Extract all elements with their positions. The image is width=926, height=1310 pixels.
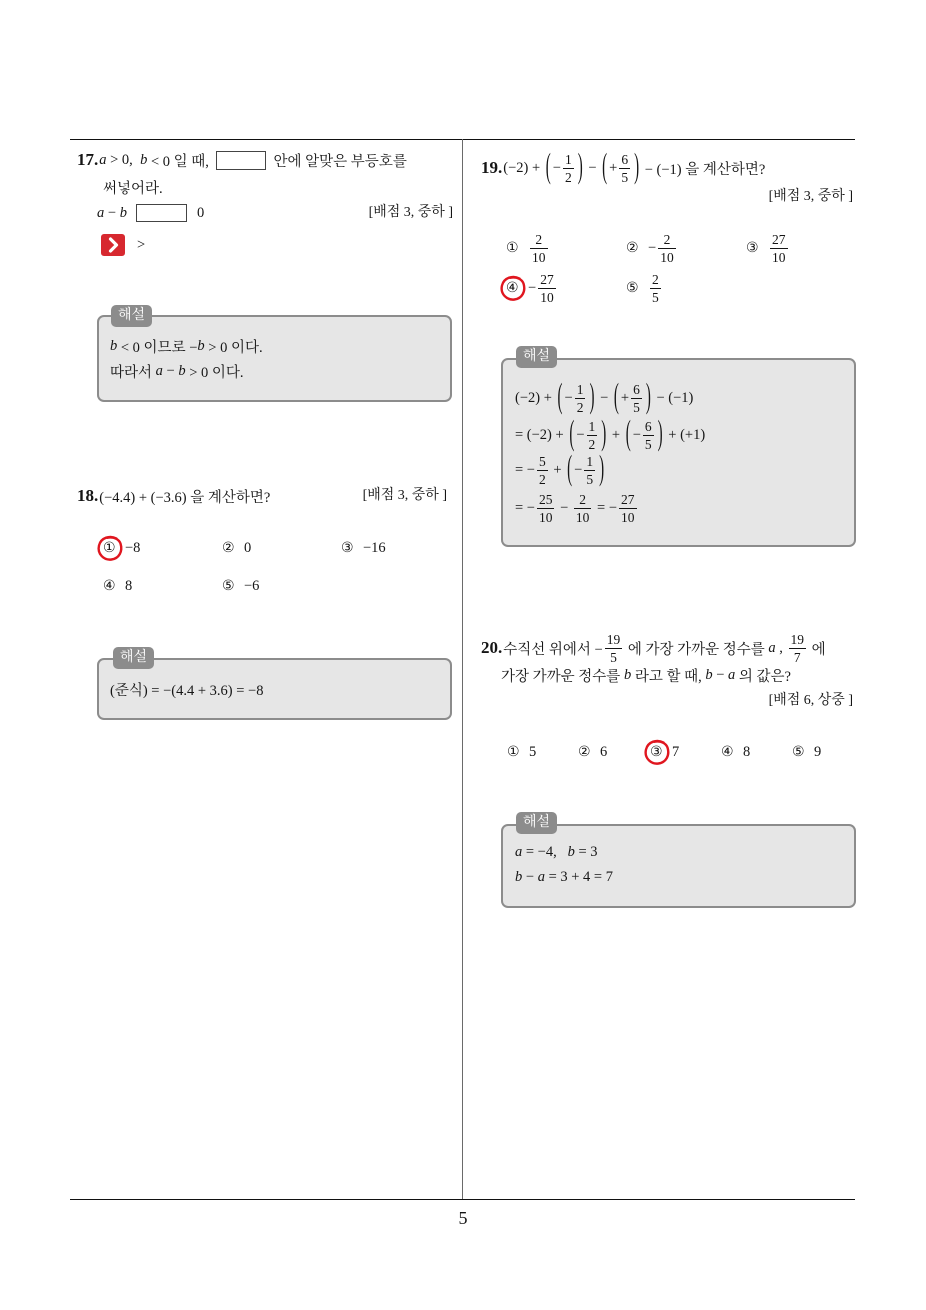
question-19-stem (481, 148, 765, 188)
large-parenthesis: ( (569, 416, 575, 454)
fraction (658, 232, 676, 265)
fraction-numerator: 27 (621, 491, 635, 507)
choice-number: ⑤ (626, 280, 639, 296)
math-text: > 0 이다. (204, 340, 263, 356)
math-text: 수직선 위에서 − (503, 641, 603, 658)
score-label: [배점 3, 중하 ] (362, 488, 447, 503)
math-variable: b (705, 666, 713, 683)
explanation-line (515, 378, 693, 418)
choice-3 (341, 535, 386, 561)
fraction-denominator: 2 (564, 169, 572, 185)
large-parenthesis: ) (601, 416, 607, 454)
question-text (501, 665, 791, 686)
math-text: 에 가장 가까운 정수를 (624, 641, 769, 658)
large-parenthesis: ( (567, 451, 573, 489)
choice-number: ③ (341, 540, 354, 556)
question-number: 18. (77, 486, 99, 505)
math-variable: a (99, 151, 107, 168)
choice-number: ② (222, 540, 235, 556)
choice-4 (103, 573, 132, 599)
choice-number: ④ (506, 279, 528, 297)
fraction-numerator: 1 (586, 453, 594, 469)
math-text: > 0, (106, 151, 141, 168)
math-variable: a (515, 844, 523, 860)
math-text: = − (593, 499, 618, 516)
math-text: 9 (814, 743, 822, 760)
math-text: − (632, 426, 641, 443)
math-text: 8 (743, 743, 751, 760)
fraction (537, 492, 555, 525)
fraction-denominator: 5 (652, 289, 659, 305)
fraction (575, 382, 586, 415)
choice-number: ① (507, 744, 520, 760)
explanation-line (110, 334, 263, 359)
explanation-tab: 해설 (113, 647, 154, 669)
math-text: −6 (244, 577, 260, 594)
math-text: 가장 가까운 정수를 (501, 668, 624, 685)
large-parenthesis: ) (589, 379, 595, 417)
question-number: 20. (481, 638, 503, 657)
score-label: [배점 3, 중하 ] (368, 205, 453, 220)
explanation-line (515, 865, 613, 890)
question-text: 써넣어라. (103, 180, 163, 197)
page-number: 5 (458, 1208, 468, 1228)
choice-4 (506, 268, 558, 308)
choice-value (648, 272, 663, 305)
math-text: 6 (600, 743, 608, 760)
choice-value (363, 540, 386, 557)
fraction-numerator: 2 (658, 232, 676, 249)
math-text: 의 값은? (735, 668, 791, 685)
fraction (619, 492, 637, 525)
math-text: −16 (363, 539, 386, 556)
fraction-denominator: 5 (586, 471, 594, 487)
math-text: (−4.4) + (−3.6) 을 계산하면? (99, 489, 271, 506)
fraction-numerator: 2 (652, 271, 659, 287)
bottom-rule (70, 1199, 855, 1200)
math-text: , (775, 639, 787, 656)
math-text: = − (515, 461, 535, 478)
choice-value (125, 540, 140, 557)
fraction-denominator: 2 (588, 436, 596, 452)
math-text: − (564, 389, 573, 406)
choice-3 (650, 739, 679, 765)
answer-mark-circle (643, 738, 671, 766)
fraction-denominator: 2 (576, 399, 584, 415)
fraction (530, 232, 548, 265)
choice-value (244, 578, 259, 595)
choice-number: ① (506, 240, 519, 256)
math-text: − (712, 666, 729, 683)
math-variable: b (567, 844, 575, 860)
choice-2 (626, 228, 678, 268)
fraction-numerator: 25 (538, 491, 553, 507)
fraction (537, 454, 548, 487)
explanation-line (110, 359, 244, 384)
choice-number: ③ (746, 240, 759, 256)
choice-value (600, 744, 607, 761)
question-20-line-2 (501, 662, 791, 688)
question-18-stem (77, 483, 270, 509)
choice-value (244, 540, 251, 557)
math-text: + (620, 389, 630, 406)
answer-mark-circle (499, 274, 527, 302)
math-text: (준식) = −(4.4 + 3.6) = −8 (110, 683, 264, 699)
fraction-numerator: 6 (633, 381, 640, 397)
fraction (605, 632, 623, 665)
choice-value (529, 744, 536, 761)
column-divider (462, 139, 463, 1200)
explanation-line (515, 450, 606, 490)
math-text: = −4, (522, 844, 568, 860)
fraction-numerator: 2 (574, 492, 592, 509)
math-variable: b (623, 666, 632, 683)
explanation-line (515, 415, 705, 455)
math-text: − (528, 279, 537, 296)
large-parenthesis: ) (634, 149, 640, 187)
fraction-denominator: 7 (793, 649, 801, 665)
fraction-numerator: 6 (644, 418, 652, 434)
question-text (503, 149, 766, 187)
large-parenthesis: ) (599, 451, 605, 489)
math-variable: a (155, 363, 163, 379)
math-variable: a (97, 204, 105, 221)
math-text: − (552, 159, 561, 176)
math-text: − (596, 389, 612, 406)
math-text: − (−1) (652, 389, 694, 406)
choice-5 (626, 268, 663, 308)
question-text (503, 632, 825, 665)
fraction-denominator: 5 (644, 436, 652, 452)
explanation-box (97, 308, 452, 402)
fraction-denominator: 5 (633, 399, 640, 415)
choice-2 (222, 535, 251, 561)
fraction-denominator: 10 (772, 249, 786, 265)
large-parenthesis: ) (657, 416, 663, 454)
answer-value: > (137, 236, 146, 253)
question-text (99, 150, 209, 171)
math-text: − (576, 426, 585, 443)
explanation-line (515, 488, 639, 528)
answer-blank-box (216, 151, 266, 170)
fraction-numerator: 1 (576, 381, 584, 397)
math-text: = (−2) + (515, 426, 568, 443)
math-text: − (574, 461, 583, 478)
fraction-denominator: 10 (538, 509, 553, 525)
choice-number: ④ (103, 578, 116, 594)
choice-5 (792, 739, 821, 765)
answer-mark-circle (96, 534, 124, 562)
math-text: −8 (125, 539, 141, 556)
math-text: − (522, 869, 538, 885)
math-text: 8 (125, 577, 133, 594)
choice-2 (578, 739, 607, 765)
fraction-numerator: 19 (606, 631, 621, 647)
choice-value (768, 232, 790, 265)
fraction-numerator: 1 (588, 418, 596, 434)
math-text: − (162, 363, 179, 379)
choice-number: ⑤ (792, 744, 805, 760)
math-text: − (648, 239, 657, 256)
fraction (574, 492, 592, 525)
math-variable: b (515, 869, 523, 885)
math-text: = 3 + 4 = 7 (544, 869, 613, 885)
fraction-denominator: 10 (540, 289, 554, 305)
question-17-line-3 (97, 200, 204, 226)
question-17-line-1 (77, 147, 407, 173)
fraction-numerator: 1 (564, 151, 572, 167)
math-expression (97, 205, 127, 222)
math-text: = 3 (574, 844, 598, 860)
math-variable: b (110, 338, 118, 354)
score-label: [배점 6, 상중 ] (768, 693, 853, 708)
fraction (631, 382, 642, 415)
fraction (643, 419, 654, 452)
choice-value (125, 578, 132, 595)
fraction (619, 152, 630, 185)
math-variable: a (537, 869, 545, 885)
fraction-numerator: 27 (540, 271, 554, 287)
math-text: − (−1) 을 계산하면? (641, 161, 766, 178)
explanation-tab: 해설 (516, 812, 557, 834)
math-text: = − (515, 499, 535, 516)
math-text: + (608, 426, 624, 443)
fraction (563, 152, 574, 185)
explanation-tab: 해설 (111, 305, 152, 327)
math-text: 라고 할 때, (631, 668, 706, 685)
fraction (584, 454, 595, 487)
fraction (770, 232, 788, 265)
fraction-denominator: 5 (621, 169, 629, 185)
large-parenthesis: ) (645, 379, 651, 417)
explanation-line (515, 840, 598, 865)
large-parenthesis: ( (625, 416, 631, 454)
math-variable: b (178, 363, 186, 379)
choice-3 (746, 228, 790, 268)
fraction-denominator: 2 (538, 471, 546, 487)
math-text: − (584, 159, 601, 176)
fraction-denominator: 10 (575, 509, 590, 525)
math-text: < 0 이므로 − (117, 340, 198, 356)
fraction-numerator: 19 (790, 631, 805, 647)
question-text: 안에 알맞은 부등호를 (269, 153, 407, 170)
math-text: 따라서 (110, 365, 156, 381)
fraction-numerator: 5 (538, 453, 546, 469)
math-variable: b (119, 204, 127, 221)
explanation-box (501, 349, 856, 547)
choice-1 (103, 535, 140, 561)
math-text: − (104, 204, 120, 221)
red-arrow-icon (101, 234, 125, 256)
math-text: 0 (244, 539, 252, 556)
fraction-numerator: 6 (621, 151, 629, 167)
choice-number: ④ (721, 744, 734, 760)
answer-row (101, 232, 145, 258)
question-text (99, 486, 270, 507)
explanation-box (97, 650, 452, 720)
question-17-line-2 (103, 174, 163, 200)
choice-number: ⑤ (222, 578, 235, 594)
math-text: (−2) + (515, 389, 556, 406)
math-text: + (+1) (664, 426, 706, 443)
fraction-numerator: 2 (530, 232, 548, 249)
math-text: < 0 일 때, (147, 153, 209, 170)
fraction (538, 272, 556, 305)
choice-value (528, 232, 550, 265)
fraction-denominator: 10 (532, 249, 546, 265)
choice-5 (222, 573, 259, 599)
fraction-denominator: 5 (610, 649, 617, 665)
score-label: [배점 3, 중하 ] (768, 189, 853, 204)
large-parenthesis: ( (602, 149, 608, 187)
large-parenthesis: ( (545, 149, 551, 187)
explanation-tab: 해설 (516, 346, 557, 368)
large-parenthesis: ( (613, 379, 619, 417)
question-number: 19. (481, 158, 503, 177)
choice-1 (507, 739, 536, 765)
large-parenthesis: ( (557, 379, 563, 417)
choice-value (814, 744, 821, 761)
math-text: − (556, 499, 572, 516)
explanation-box (501, 815, 856, 908)
math-text: 7 (672, 743, 680, 760)
math-variable: b (197, 338, 205, 354)
math-text: (−2) + (503, 159, 544, 176)
fraction (587, 419, 598, 452)
fraction-denominator: 10 (621, 509, 635, 525)
choice-value (672, 744, 679, 761)
math-text: 0 (196, 204, 205, 221)
choice-number: ② (578, 744, 591, 760)
math-text: > 0 이다. (185, 365, 244, 381)
choice-number: ② (626, 240, 639, 256)
fraction-denominator: 10 (660, 249, 674, 265)
choice-1 (506, 228, 550, 268)
question-number: 17. (77, 150, 99, 169)
math-text: 5 (529, 743, 537, 760)
math-text: + (549, 461, 566, 478)
math-variable: a (768, 639, 776, 656)
fraction (650, 272, 661, 305)
choice-value (743, 744, 750, 761)
math-text: 에 (808, 641, 826, 658)
choice-value (648, 232, 678, 265)
large-parenthesis: ) (577, 149, 583, 187)
choice-value (528, 272, 558, 305)
choice-4 (721, 739, 750, 765)
math-text: + (609, 159, 618, 176)
math-variable: b (140, 151, 148, 168)
choice-number: ③ (650, 743, 672, 761)
math-variable: a (728, 666, 736, 683)
fraction (789, 632, 807, 665)
choice-number: ① (103, 539, 125, 557)
fraction-numerator: 27 (772, 231, 786, 247)
explanation-line (110, 677, 263, 702)
answer-blank-box (136, 204, 187, 222)
